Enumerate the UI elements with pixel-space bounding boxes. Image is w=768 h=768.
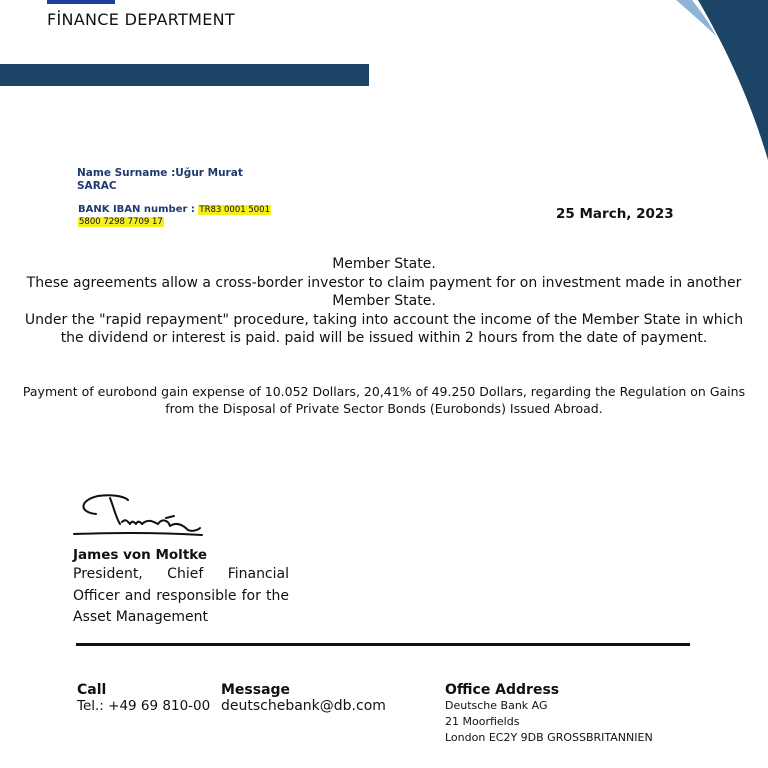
iban-block xyxy=(78,204,278,228)
recipient-name xyxy=(77,167,257,193)
body-paragraph xyxy=(0,255,768,348)
office-address-line: 21 Moorfields xyxy=(445,715,520,728)
header-accent-bar xyxy=(47,0,115,4)
body-line: Member State. xyxy=(332,256,436,272)
call-label: Call xyxy=(77,682,107,698)
body-line: These agreements allow a cross-border investor to claim payment for on investment made in another xyxy=(26,274,742,291)
payment-line: Payment of eurobond gain expense of 10.052 Dollars, 20,41% of 49.250 Dollars, regarding the Regulation on Gains xyxy=(22,384,746,399)
message-label: Message xyxy=(221,682,291,698)
footer-call xyxy=(77,682,210,714)
office-address-line: London EC2Y 9DB GROSSBRITANNIEN xyxy=(445,731,653,744)
body-line: Member State. xyxy=(332,293,436,309)
office-address-line: Deutsche Bank AG xyxy=(445,699,548,712)
payment-paragraph xyxy=(0,383,768,417)
corner-decoration xyxy=(658,0,768,170)
iban-label: BANK IBAN number : xyxy=(78,204,195,215)
footer-divider xyxy=(76,643,690,646)
department-title: FİNANCE DEPARTMENT xyxy=(47,10,235,29)
recipient-name-line2: SARAC xyxy=(77,180,117,192)
body-line: the dividend or interest is paid. paid will be issued within 2 hours from the date of payment. xyxy=(60,330,708,346)
letter-date: 25 March, 2023 xyxy=(556,206,674,222)
signer-name: James von Moltke xyxy=(73,547,208,563)
recipient-name-line1: Name Surname :Uğur Murat xyxy=(77,167,243,179)
office-label: Office Address xyxy=(445,682,560,698)
payment-line: from the Disposal of Private Sector Bonds (Eurobonds) Issued Abroad. xyxy=(165,401,603,416)
body-line: Under the "rapid repayment" procedure, taking into account the income of the Member State in which xyxy=(24,311,744,328)
footer-message xyxy=(221,682,386,714)
header-band xyxy=(0,64,369,86)
email-address: deutschebank@db.com xyxy=(221,698,386,714)
iban-value-part1: TR83 0001 5001 xyxy=(199,205,270,215)
iban-value-part2: 5800 7298 7709 17 xyxy=(79,217,163,227)
phone-number: Tel.: +49 69 810-00 xyxy=(77,698,211,714)
footer-office xyxy=(445,682,653,746)
signer-title: President, Chief Financial Officer and responsible for the Asset Management xyxy=(73,566,289,625)
handwritten-signature xyxy=(70,488,210,542)
